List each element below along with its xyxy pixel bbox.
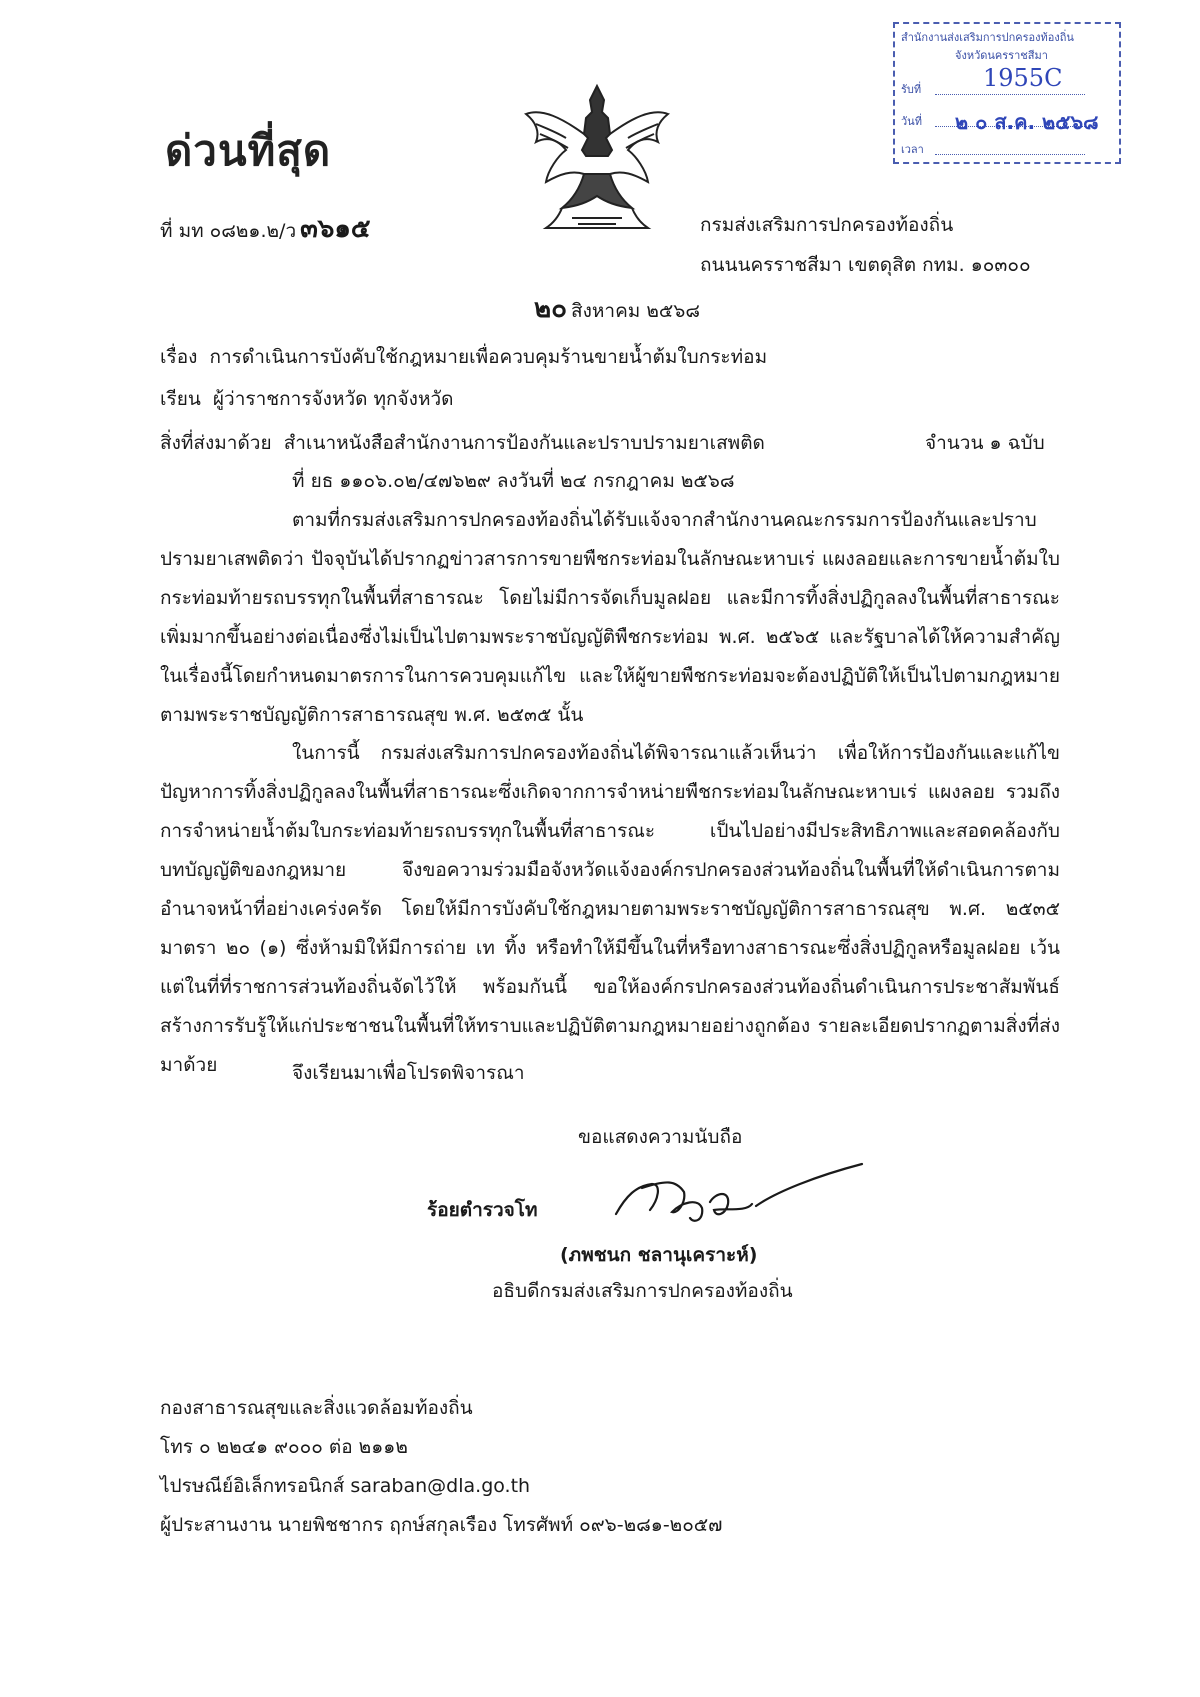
issuing-org-name: กรมส่งเสริมการปกครองท้องถิ่น xyxy=(700,214,954,236)
reference-number xyxy=(160,208,371,249)
stamp-time-label: เวลา xyxy=(901,143,924,156)
signer-name: (ภพชนก ชลานุเคราะห์) xyxy=(560,1244,758,1266)
recipient-line xyxy=(160,384,454,414)
stamp-receive-number: 1955C xyxy=(983,64,1063,92)
footer-division: กองสาธารณสุขและสิ่งแวดล้อมท้องถิ่น xyxy=(160,1397,473,1419)
enclosure-label: สิ่งที่ส่งมาด้วย xyxy=(160,432,272,454)
subject-label: เรื่อง xyxy=(160,346,198,368)
footer-email: ไปรษณีย์อิเล็กทรอนิกส์ saraban@dla.go.th xyxy=(160,1475,531,1497)
footer-phone: โทร ๐ ๒๒๔๑ ๙๐๐๐ ต่อ ๒๑๑๒ xyxy=(160,1436,408,1458)
urgency-label: ด่วนที่สุด xyxy=(165,126,332,175)
stamp-date-label: วันที่ xyxy=(901,115,922,128)
enclosure-text: สำเนาหนังสือสำนักงานการป้องกันและปราบปรามยาเสพติด xyxy=(283,432,765,454)
enclosure-count: จำนวน ๑ ฉบับ xyxy=(925,432,1045,454)
stamp-org-line2: จังหวัดนครราชสีมา xyxy=(955,49,1048,62)
closing-phrase: ขอแสดงความนับถือ xyxy=(578,1126,743,1148)
signer-rank: ร้อยตำรวจโท xyxy=(427,1199,538,1221)
date-month-year: สิงหาคม ๒๕๖๘ xyxy=(571,300,700,322)
garuda-emblem-icon xyxy=(522,78,672,238)
letter-date xyxy=(534,288,700,329)
body-paragraph-2: ในการนี้ กรมส่งเสริมการปกครองท้องถิ่นได้พิจารณาแล้วเห็นว่า เพื่อให้การป้องกันและแก้ไขปัญหาการทิ้งสิ่งปฏิกูลลงในพื้นที่สาธารณะซึ่งเกิดจากการจำหน่ายพืชกระท่อมในลักษณะหาบเร่ แผงลอย รวมถึงการจำหน่ายน้ำต้มใบกระท่อมท้ายรถบรรทุกในพื้นที่สาธารณะ เป็นไปอย่างมีประสิทธิภาพและสอดคล้องกับบทบัญญัติของกฎหมาย จึงขอความร่วมมือจังหวัดแจ้งองค์กรปกครองส่วนท้องถิ่นในพื้นที่ให้ดำเนินการตามอำนาจหน้าที่อย่างเคร่งครัด โดยให้มีการบังคับใช้กฎหมายตามพระราชบัญญัติการสาธารณสุข พ.ศ. ๒๕๓๕ มาตรา ๒๐ (๑) ซึ่งห้ามมิให้มีการถ่าย เท ทิ้ง หรือทำให้มีขึ้นในที่หรือทางสาธารณะซึ่งสิ่งปฏิกูลหรือมูลฝอย เว้นแต่ในที่ที่ราชการส่วนท้องถิ่นจัดไว้ให้ พร้อมกันนี้ ขอให้องค์กรปกครองส่วนท้องถิ่นดำเนินการประชาสัมพันธ์สร้างการรับรู้ให้แก่ประชาชนในพื้นที่ให้ทราบและปฏิบัติตามกฎหมายอย่างถูกต้อง รายละเอียดปรากฏตามสิ่งที่ส่งมาด้วย xyxy=(160,742,1060,1076)
issuing-org-address: ถนนนครราชสีมา เขตดุสิต กทม. ๑๐๓๐๐ xyxy=(700,254,1031,276)
stamp-dotted-line xyxy=(935,154,1085,155)
receipt-stamp xyxy=(893,22,1121,164)
date-day-handwritten: ๒๐ xyxy=(534,294,568,324)
recipient-label: เรียน xyxy=(160,388,201,410)
subject-text: การดำเนินการบังคับใช้กฎหมายเพื่อควบคุมร้านขายน้ำต้มใบกระท่อม xyxy=(209,346,768,368)
reference-prefix: ที่ มท ๐๘๒๑.๒/ว xyxy=(160,220,297,242)
stamp-date-value: ๒ ๐ ส.ค. ๒๕๖๘ xyxy=(955,110,1099,134)
footer-coordinator: ผู้ประสานงาน นายพิชชากร ฤกษ์สกุลเรือง โทรศัพท์ ๐๙๖-๒๘๑-๒๐๕๗ xyxy=(160,1514,723,1536)
subject-line xyxy=(160,342,767,372)
handwritten-signature xyxy=(606,1162,866,1232)
reference-handwritten-number: ๓๖๑๕ xyxy=(300,214,371,244)
stamp-receive-label: รับที่ xyxy=(901,83,922,96)
signer-title: อธิบดีกรมส่งเสริมการปกครองท้องถิ่น xyxy=(492,1280,793,1302)
body-paragraph-1: ตามที่กรมส่งเสริมการปกครองท้องถิ่นได้รับแจ้งจากสำนักงานคณะกรรมการป้องกันและปราบปรามยาเสพติดว่า ปัจจุบันได้ปรากฏข่าวสารการขายพืชกระท่อมในลักษณะหาบเร่ แผงลอยและการขายน้ำต้มใบกระท่อมท้ายรถบรรทุกในพื้นที่สาธารณะ โดยไม่มีการจัดเก็บมูลฝอย และมีการทิ้งสิ่งปฏิกูลลงในพื้นที่สาธารณะเพิ่มมากขึ้นอย่างต่อเนื่องซึ่งไม่เป็นไปตามพระราชบัญญัติพืชกระท่อม พ.ศ. ๒๕๖๕ และรัฐบาลได้ให้ความสำคัญในเรื่องนี้โดยกำหนดมาตรการในการควบคุมแก้ไข และให้ผู้ขายพืชกระท่อมจะต้องปฏิบัติให้เป็นไปตามกฎหมายตามพระราชบัญญัติการสาธารณสุข พ.ศ. ๒๕๓๕ นั้น xyxy=(160,509,1060,726)
recipient-text: ผู้ว่าราชการจังหวัด ทุกจังหวัด xyxy=(212,388,454,410)
enclosure-reference: ที่ ยธ ๑๑๐๖.๐๒/๔๗๖๒๙ ลงวันที่ ๒๔ กรกฎาคม ๒๕๖๘ xyxy=(292,470,735,492)
body-paragraph-3: จึงเรียนมาเพื่อโปรดพิจารณา xyxy=(292,1062,525,1084)
stamp-org-line1: สำนักงานส่งเสริมการปกครองท้องถิ่น xyxy=(901,31,1074,44)
enclosure-line xyxy=(160,428,765,458)
stamp-dotted-line xyxy=(935,94,1085,95)
